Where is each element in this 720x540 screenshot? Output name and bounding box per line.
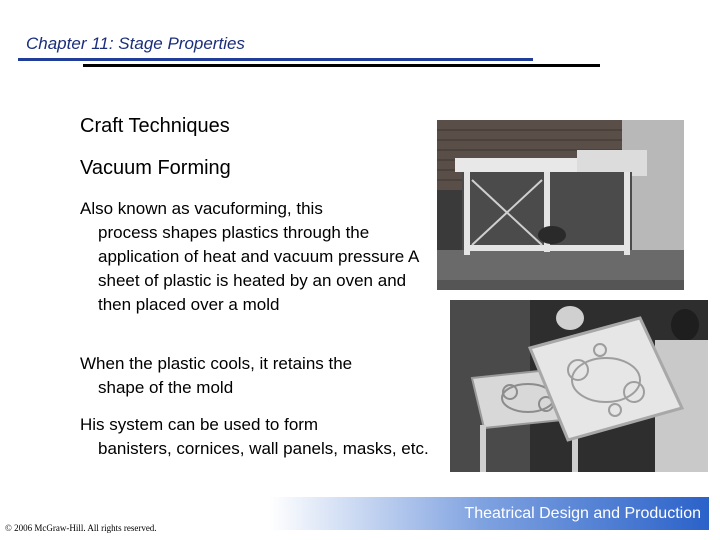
copyright-notice: © 2006 McGraw-Hill. All rights reserved. — [5, 523, 157, 533]
paragraph-uses-line1: His system can be used to form — [80, 415, 319, 434]
paragraph-definition-line1: Also known as vacuforming, this — [80, 199, 323, 218]
paragraph-uses-rest: banisters, cornices, wall panels, masks, etc. — [98, 439, 429, 458]
vacuum-forming-machine-photo — [437, 120, 684, 290]
paragraph-uses — [80, 413, 430, 461]
heading-vacuum-forming: Vacuum Forming — [80, 157, 231, 179]
paragraph-cooling-line1: When the plastic cools, it retains the — [80, 354, 353, 373]
formed-panel-photo — [450, 300, 708, 472]
header-rule-black — [83, 64, 600, 67]
heading-craft-techniques: Craft Techniques — [80, 115, 230, 137]
paragraph-cooling — [80, 352, 430, 400]
publication-title: Theatrical Design and Production — [464, 505, 701, 522]
paragraph-definition-rest: process shapes plastics through the application of heat and vacuum pressure A sheet of plastic is heated by an oven and then placed over a mold — [98, 223, 419, 314]
paragraph-definition — [80, 197, 430, 317]
chapter-title: Chapter 11: Stage Properties — [26, 34, 245, 53]
header-rule-blue — [18, 58, 533, 61]
paragraph-cooling-rest: shape of the mold — [98, 378, 234, 397]
